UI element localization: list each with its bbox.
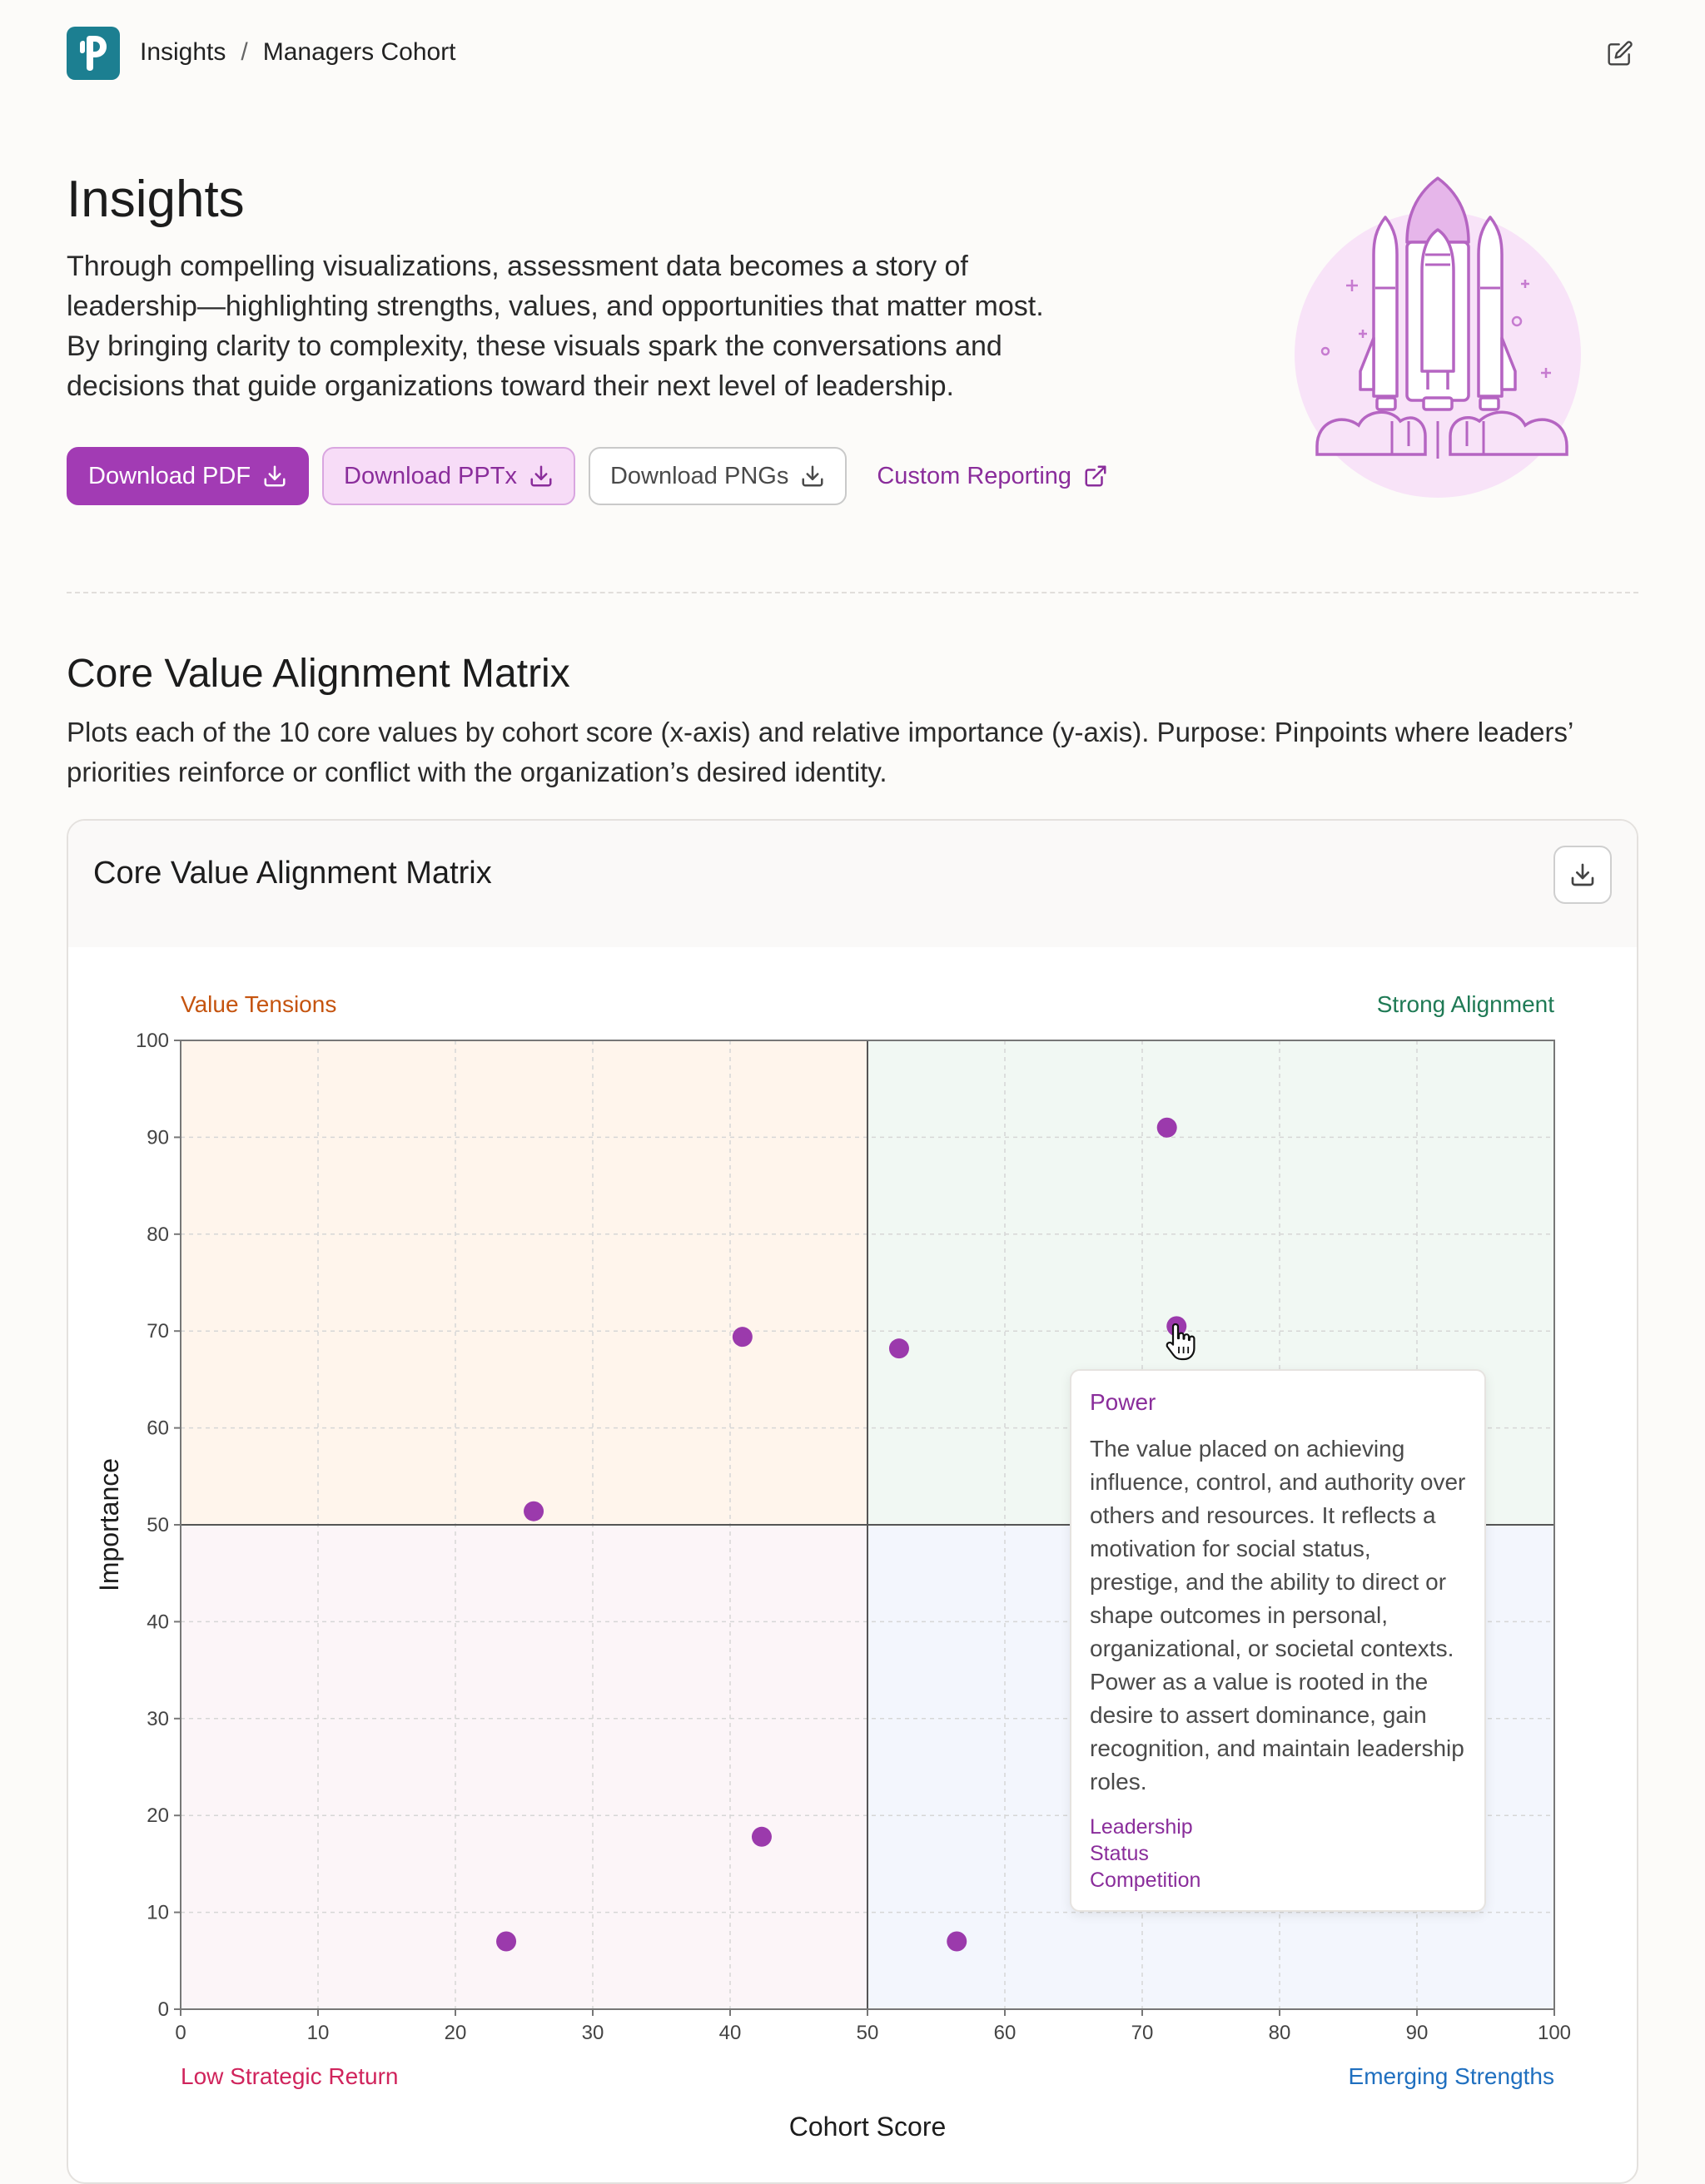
data-point[interactable] [733, 1327, 753, 1347]
x-tick-label: 90 [1405, 2022, 1429, 2044]
rocket-illustration [1292, 171, 1583, 504]
section-divider [67, 592, 1638, 593]
x-tick-label: 80 [1268, 2022, 1291, 2044]
value-tooltip [1070, 1369, 1486, 1912]
x-tick-label: 70 [1131, 2022, 1154, 2044]
y-tick-label: 70 [147, 1320, 169, 1343]
quadrant-label-emerging-strengths: Emerging Strengths [1348, 2063, 1554, 2089]
tooltip-title: Power [1090, 1389, 1156, 1415]
quadrant-low-strategic-return [181, 1525, 867, 2009]
edit-icon [1607, 40, 1633, 67]
x-tick-label: 30 [581, 2022, 604, 2044]
x-tick-label: 10 [306, 2022, 330, 2044]
app-logo[interactable] [67, 27, 120, 80]
chart-card-title: Core Value Alignment Matrix [93, 856, 492, 891]
data-point[interactable] [524, 1502, 544, 1521]
breadcrumb-current: Managers Cohort [262, 38, 456, 66]
tooltip-tag: Leadership [1090, 1815, 1193, 1839]
page-title: Insights [67, 171, 245, 228]
x-tick-label: 20 [444, 2022, 467, 2044]
section-title: Core Value Alignment Matrix [67, 652, 570, 696]
breadcrumb [140, 38, 456, 67]
download-icon [529, 464, 554, 489]
breadcrumb-separator: / [241, 38, 248, 66]
hand-cursor-icon [1164, 1322, 1197, 1362]
page-description: Through compelling visualizations, assessment data becomes a story of leadership—highlighting strengths, values, and opportunities that matter most. By bringing clarity to complexity, these visuals spark the conversations and decisions that guide organizations toward their next level of leadership. [67, 251, 1044, 402]
section-description: Plots each of the 10 core values by cohort score (x-axis) and relative importance (y-axis). Purpose: Pinpoints where leaders’ priorities reinforce or conflict with the organization’s desired identity. [67, 717, 1573, 787]
y-tick-label: 20 [147, 1804, 169, 1828]
tooltip-description: The value placed on achieving influence, control, and authority over others and resources. It reflects a motivation for social status, prestige, and the ability to direct or shape outcomes in personal, organizational, or societal contexts. Power as a value is rooted in the desire to assert dominance, gain recognition, and maintain leadership roles. [1090, 1436, 1466, 1794]
download-pdf-label: Download PDF [88, 462, 251, 489]
download-pngs-label: Download PNGs [609, 462, 789, 489]
quadrant-label-value-tensions: Value Tensions [181, 991, 337, 1017]
quadrant-value-tensions [181, 1040, 867, 1525]
breadcrumb-root[interactable]: Insights [140, 38, 226, 66]
x-tick-label: 0 [175, 2022, 186, 2044]
y-tick-label: 60 [147, 1417, 169, 1440]
y-tick-label: 10 [147, 1901, 169, 1924]
data-point[interactable] [889, 1338, 909, 1358]
x-tick-label: 100 [1537, 2022, 1572, 2044]
data-point[interactable] [947, 1932, 967, 1952]
x-tick-label: 40 [718, 2022, 742, 2044]
data-point[interactable] [752, 1827, 772, 1847]
x-tick-label: 50 [856, 2022, 879, 2044]
quadrant-label-low-strategic-return: Low Strategic Return [181, 2063, 399, 2089]
quadrant-label-strong-alignment: Strong Alignment [1376, 991, 1554, 1017]
data-point[interactable] [1157, 1118, 1177, 1138]
x-tick-label: 60 [993, 2022, 1017, 2044]
y-axis-label: Importance [94, 1457, 124, 1592]
download-pdf-button[interactable] [67, 447, 309, 505]
y-tick-label: 80 [147, 1223, 169, 1246]
download-icon [262, 464, 287, 489]
custom-reporting-label: Custom Reporting [877, 462, 1072, 489]
top-bar [67, 27, 1638, 80]
download-icon [800, 464, 825, 489]
external-link-icon [1083, 464, 1108, 489]
y-tick-label: 90 [147, 1126, 169, 1149]
y-tick-label: 50 [147, 1514, 169, 1536]
download-pptx-button[interactable] [322, 447, 575, 505]
y-tick-label: 0 [157, 1998, 169, 2021]
x-axis-label: Cohort Score [788, 2112, 947, 2142]
y-tick-label: 100 [135, 1030, 169, 1052]
custom-reporting-link[interactable] [860, 447, 1125, 505]
tooltip-tag: Status [1090, 1842, 1149, 1865]
download-actions [67, 446, 1125, 506]
download-pngs-button[interactable] [589, 447, 847, 505]
edit-button[interactable] [1602, 35, 1638, 72]
data-point[interactable] [496, 1932, 516, 1952]
y-tick-label: 30 [147, 1707, 169, 1730]
download-pptx-label: Download PPTx [344, 462, 517, 489]
tooltip-tag: Competition [1090, 1869, 1201, 1892]
y-tick-label: 40 [147, 1611, 169, 1634]
